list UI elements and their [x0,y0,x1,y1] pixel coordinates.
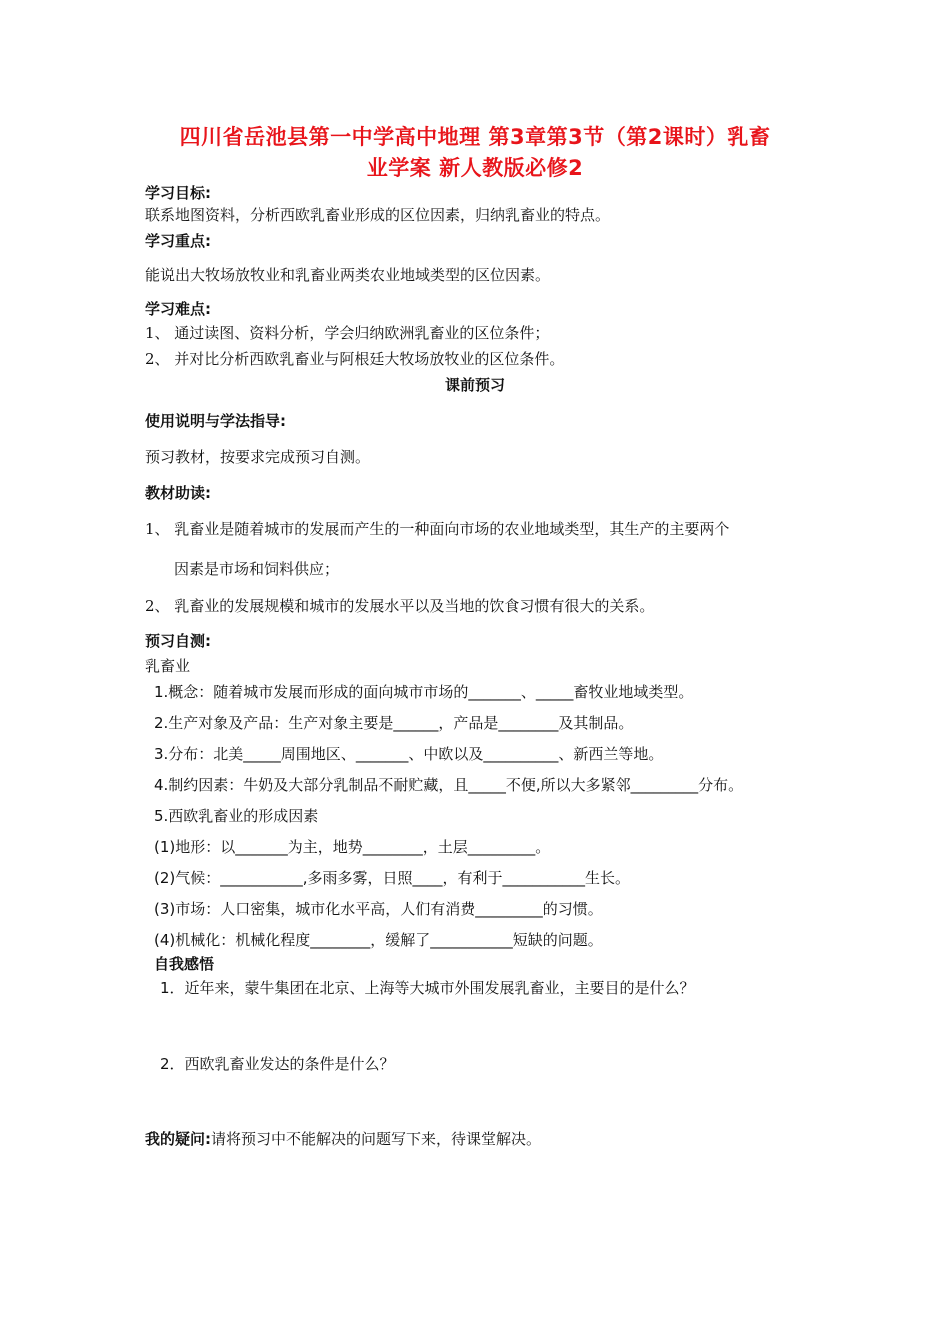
reading-item-1-line-2: 因素是市场和饲料供应； [174,560,340,578]
self-test-heading: 预习自测: [145,632,211,650]
reading-item-2: 2、 乳畜业的发展规模和城市的发展水平以及当地的饮食习惯有很大的关系。 [145,597,655,615]
self-test-line-7: (2)气候：___________,多雨多雾，日照____，有利于___________生长。 [154,869,631,887]
self-test-line-2: 2.生产对象及产品：生产对象主要是______，产品是________及其制品。 [154,714,634,732]
reflection-question-1: 1．近年来，蒙牛集团在北京、上海等大城市外围发展乳畜业，主要目的是什么？ [160,979,695,997]
self-test-subheading: 乳畜业 [145,657,191,675]
questions-heading: 我的疑问: [145,1130,211,1148]
difficulties-heading: 学习难点: [145,300,211,318]
questions-text: 请将预习中不能解决的问题写下来，待课堂解决。 [211,1130,542,1148]
key-points-heading: 学习重点: [145,232,211,250]
self-test-line-9: (4)机械化：机械化程度________，缓解了___________短缺的问题。 [154,931,603,949]
guidance-heading: 使用说明与学法指导: [145,412,286,430]
self-test-line-8: (3)市场：人口密集，城市化水平高，人们有消费_________的习惯。 [154,900,603,918]
title-line-1: 四川省岳池县第一中学高中地理 第3章第3节（第2课时）乳畜 [179,125,771,149]
difficulty-item-2: 2、 并对比分析西欧乳畜业与阿根廷大牧场放牧业的区位条件。 [145,350,565,368]
self-test-line-4: 4.制约因素：牛奶及大部分乳制品不耐贮藏，且_____不便,所以大多紧邻_________分布。 [154,776,744,794]
objectives-text: 联系地图资料，分析西欧乳畜业形成的区位因素，归纳乳畜业的特点。 [145,206,611,224]
reading-item-1-line-1: 1、 乳畜业是随着城市的发展而产生的一种面向市场的农业地域类型，其生产的主要两个 [145,520,730,538]
guidance-text: 预习教材，按要求完成预习自测。 [145,448,371,466]
reflection-heading: 自我感悟 [154,955,215,973]
self-test-line-6: (1)地形：以_______为主，地势________，土层_________。 [154,838,551,856]
objectives-heading: 学习目标: [145,184,211,202]
self-test-line-5: 5.西欧乳畜业的形成因素 [154,807,319,825]
self-test-line-3: 3.分布：北美_____周围地区、_______、中欧以及__________、新西兰等地。 [154,745,664,763]
preview-title: 课前预习 [444,376,505,394]
reading-heading: 教材助读: [145,484,211,502]
title-line-2: 业学案 新人教版必修2 [366,156,584,180]
difficulty-item-1: 1、 通过读图、资料分析，学会归纳欧洲乳畜业的区位条件； [145,324,550,342]
questions-line [145,1128,541,1149]
key-points-text: 能说出大牧场放牧业和乳畜业两类农业地域类型的区位因素。 [145,266,551,284]
reflection-question-2: 2．西欧乳畜业发达的条件是什么？ [160,1055,395,1073]
self-test-line-1: 1.概念：随着城市发展而形成的面向城市市场的_______、_____畜牧业地域类型。 [154,683,694,701]
